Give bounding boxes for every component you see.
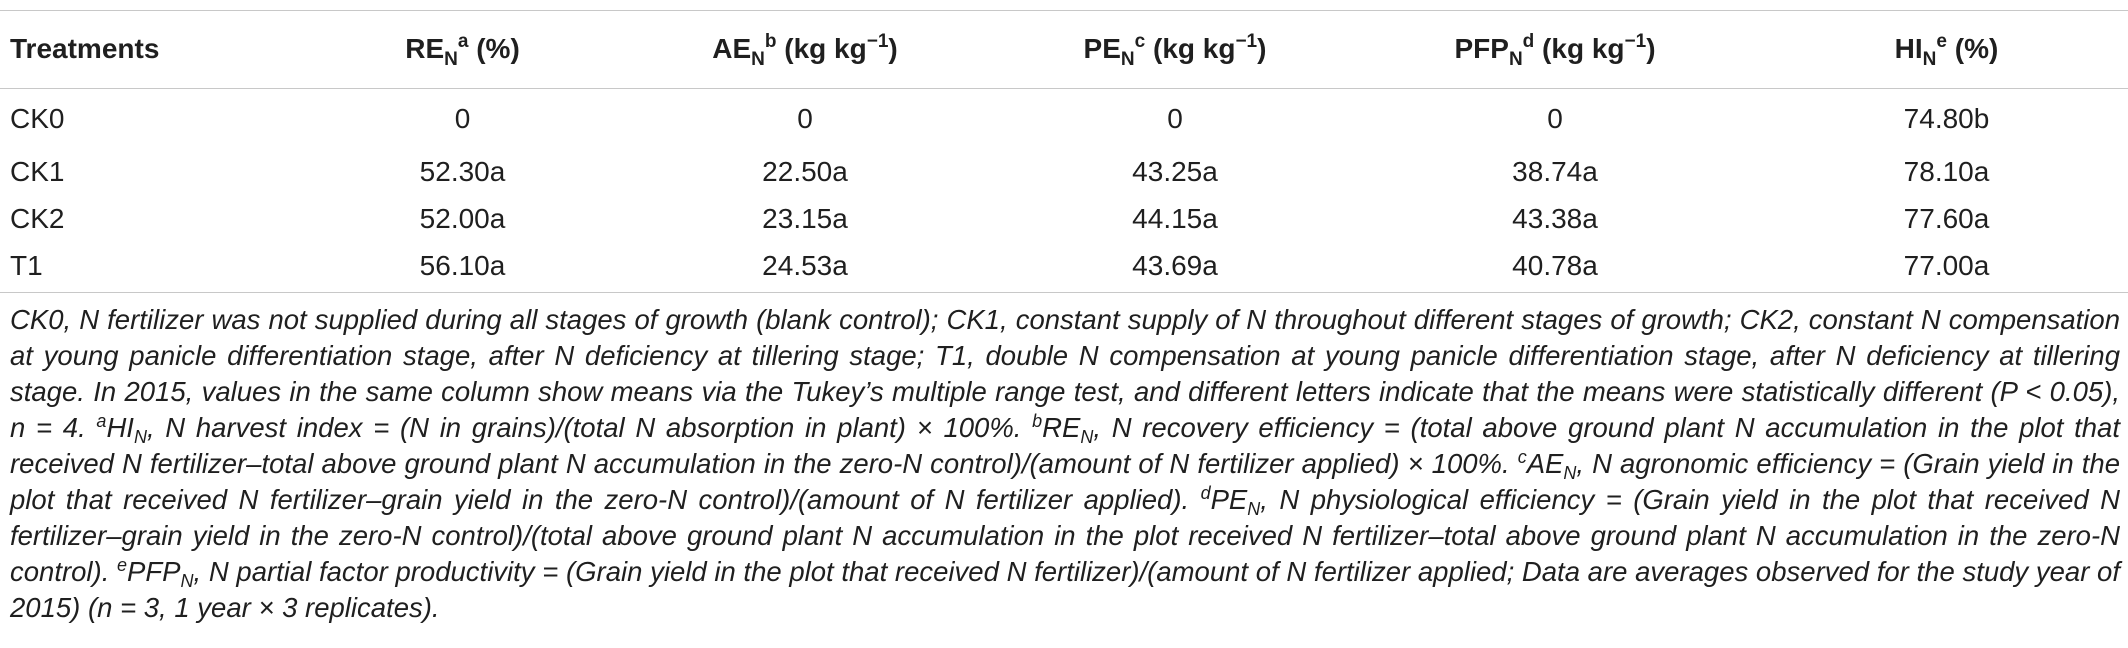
cell-pfp: 0 xyxy=(1547,103,1563,134)
table-row xyxy=(0,195,2128,242)
cell-pe: 43.69a xyxy=(1132,249,1218,281)
table-row xyxy=(0,148,2128,195)
cell-ae: 24.53a xyxy=(762,249,848,281)
cell-ae: 22.50a xyxy=(762,155,848,187)
header-treatments: Treatments xyxy=(10,33,160,64)
cell-treatment: T1 xyxy=(10,249,43,281)
header-pfp: $PFP_N^d$ (kg $kg^{-1}$) xyxy=(1454,31,1656,70)
cell-pe: 44.15a xyxy=(1132,202,1218,234)
bottom-rule xyxy=(0,292,2128,293)
header-pe: $PE_N^c$ (kg $kg^{-1}$) xyxy=(1083,31,1267,70)
cell-re: 52.30a xyxy=(419,155,506,187)
cell-pfp: 40.78a xyxy=(1512,249,1598,281)
table-footnote: CK0, N fertilizer was not supplied during all stages of growth (blank control); CK1, constant supply of N throughout different stages of growth; CK2, constant N compensation at young panicle differentiation stage, after N deficiency at tillering stage; T1, double N compensation at young panicle differentiation stage, after N deficiency at tillering stage. In 2015, values in the same column show means via the Tukey’s multiple range test, and different letters indicate that the means were statistically different (P < 0.05), n = 4. $^aHI_N$, N harvest index = (N in grains)/(total N absorption in plant) × 100%. $^bRE_N$, N recovery efficiency = (total above ground plant N accumulation in the plot that received N fertilizer–total above ground plant N accumulation in the zero-N control)/(amount of N fertilizer applied) × 100%. $^cAE_N$, N agronomic efficiency = (Grain yield in the plot that received N fertilizer–grain yield in the zero-N control)/(amount of N fertilizer applied). $^dPE_N$, N physiological efficiency = (Grain yield in the plot that received N fertilizer–grain yield in the zero-N control)/(total above ground plant N accumulation in the plot received N fertilizer–total above ground plant N accumulation in the zero-N control). $^ePFP_N$, N partial factor productivity = (Grain yield in the plot that received N fertilizer)/(amount of N fertilizer applied; Data are averages observed for the study year of 2015) (n = 3, 1 year × 3 replicates). xyxy=(10,304,2121,623)
cell-hi: 77.00a xyxy=(1903,249,1990,281)
cell-ae: 0 xyxy=(797,103,813,134)
table-row xyxy=(0,242,2128,289)
cell-pe: 0 xyxy=(1167,103,1183,134)
table-row xyxy=(0,88,2128,148)
cell-re: 56.10a xyxy=(419,249,506,281)
cell-pe: 43.25a xyxy=(1132,155,1218,187)
cell-treatment: CK1 xyxy=(10,155,65,187)
cell-pfp: 38.74a xyxy=(1512,155,1598,187)
cell-re: 52.00a xyxy=(419,202,506,234)
cell-treatment: CK2 xyxy=(10,202,65,234)
header-hi: $HI_N^e$ (%) xyxy=(1894,31,1999,70)
cell-hi: 77.60a xyxy=(1903,202,1990,234)
header-ae: $AE_N^b$ (kg $kg^{-1}$) xyxy=(712,31,898,70)
header-re: $RE_N^a$ (%) xyxy=(405,31,520,70)
cell-ae: 23.15a xyxy=(762,202,848,234)
cell-hi: 74.80b xyxy=(1903,103,1990,134)
data-table xyxy=(0,10,2128,289)
cell-treatment: CK0 xyxy=(10,103,65,134)
cell-hi: 78.10a xyxy=(1903,155,1990,187)
cell-re: 0 xyxy=(454,103,471,134)
header-row xyxy=(0,10,2128,88)
cell-pfp: 43.38a xyxy=(1512,202,1598,234)
